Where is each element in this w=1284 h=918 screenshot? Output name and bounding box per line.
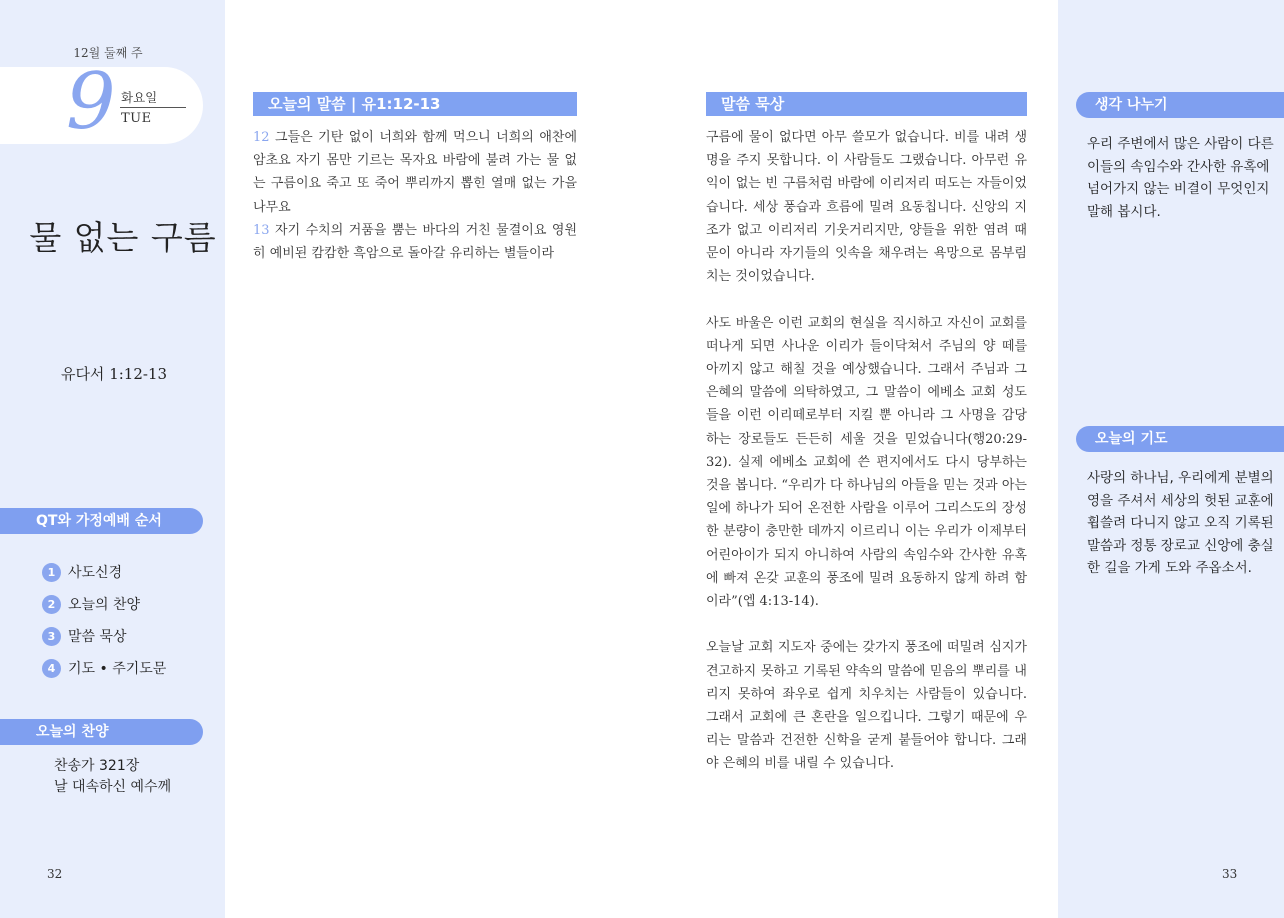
- order-number-badge: 4: [42, 659, 61, 678]
- day-divider: [120, 107, 186, 108]
- left-sidebar: [0, 0, 225, 918]
- order-item: [42, 652, 166, 684]
- order-item-label: 기도 • 주기도문: [68, 661, 167, 677]
- order-heading: QT와 가정예배 순서: [0, 508, 203, 534]
- meditation-body: [706, 126, 1027, 799]
- page-number-left: 32: [47, 867, 63, 881]
- day-number: 9: [66, 57, 116, 147]
- right-sidebar: [1058, 0, 1284, 918]
- verse-number: 12: [253, 130, 270, 145]
- share-heading: 생각 나누기: [1076, 92, 1284, 118]
- meditation-paragraph: 오늘날 교회 지도자 중에는 갖가지 풍조에 떠밀려 심지가 견고하지 못하고 기록된 약속의 말씀에 믿음의 뿌리를 내리지 못하여 좌우로 쉽게 치우치는 사람들이 있습니다. 그래서 교회에 큰 혼란을 일으킵니다. 그렇기 때문에 우리는 말씀과 건전한 신학을 굳게 붙들어야 합니다. 그래야 은혜의 비를 내릴 수 있습니다.: [706, 640, 1027, 772]
- prayer-heading: 오늘의 기도: [1076, 426, 1284, 452]
- verse-text: 그들은 기탄 없이 너희와 함께 먹으니 너희의 애찬에 암초요 자기 몸만 기르는 목자요 바람에 불려 가는 물 없는 구름이요 죽고 또 죽어 뿌리까지 뽑힌 열매 없는 가을 나무요: [253, 130, 577, 215]
- share-text: 우리 주변에서 많은 사람이 다른 이들의 속임수와 간사한 유혹에 넘어가지 않는 비결이 무엇인지 말해 봅시다.: [1087, 136, 1274, 220]
- order-item: [42, 588, 166, 620]
- verse-number: 13: [253, 222, 270, 238]
- order-number-badge: 2: [42, 595, 61, 614]
- day-of-week-english: TUE: [121, 111, 152, 126]
- worship-order-list: [42, 556, 166, 684]
- devotion-title: 물 없는 구름: [29, 218, 217, 257]
- prayer-text: 사랑의 하나님, 우리에게 분별의 영을 주셔서 세상의 헛된 교훈에 휩쓸려 다니지 않고 오직 기록된 말씀과 정통 장로교 신앙에 충실한 길을 가게 도와 주옵소서.: [1087, 470, 1274, 576]
- word-heading: 오늘의 말씀 | 유1:12-13: [253, 92, 577, 116]
- hymn-heading: 오늘의 찬양: [0, 719, 203, 745]
- order-item-label: 말씀 묵상: [68, 629, 127, 645]
- meditation-heading: 말씀 묵상: [706, 92, 1027, 116]
- page-number-right: 33: [1222, 867, 1238, 881]
- verse-text: 자기 수치의 거품을 뿜는 바다의 거친 물결이요 영원히 예비된 캄캄한 흑암으로 돌아갈 유리하는 별들이라: [253, 222, 577, 262]
- meditation-paragraph: 구름에 물이 없다면 아무 쓸모가 없습니다. 비를 내려 생명을 주지 못합니다. 이 사람들도 그랬습니다. 아무런 유익이 없는 빈 구름처럼 바람에 이리저리 떠도는 자들이었습니다. 세상 풍습과 흐름에 밀려 요동칩니다. 신앙의 지조가 없고 이리저리 기웃거리지만, 양들을 위한 염려 때문이 아니라 자기들의 잇속을 채우려는 욕망으로 몸부림치는 것이었습니다.: [706, 130, 1027, 285]
- day-of-week-korean: 화요일: [121, 90, 158, 105]
- order-number-badge: 3: [42, 627, 61, 646]
- hymn-title: 날 대속하신 예수께: [54, 779, 172, 795]
- scripture-reference: 유다서 1:12-13: [60, 365, 168, 383]
- week-label: 12월 둘째 주: [73, 46, 143, 60]
- meditation-paragraph: 사도 바울은 이런 교회의 현실을 직시하고 자신이 교회를 떠나게 되면 사나운 이리가 들이닥쳐서 주님의 양 떼를 아끼지 않고 해칠 것을 예상했습니다. 그래서 주님과 그 은혜의 말씀에 의탁하였고, 그 말씀이 에베소 교회 성도들을 이런 이리떼로부터 지킬 뿐 아니라 그 사명을 감당하는 장로들도 든든히 세울 것을 믿었습니다(행20:29-32). 실제 에베소 교회에 쓴 편지에서도 다시 당부하는 것을 봅니다. “우리가 다 하나님의 아들을 믿는 것과 아는 일에 하나가 되어 온전한 사람을 이루어 그리스도의 장성한 분량이 충만한 데까지 이르리니 이는 우리가 이제부터 어린아이가 되지 아니하여 사람의 속임수와 간사한 유혹에 빠져 온갖 교훈의 풍조에 밀려 요동하지 않게 하려 함이라”(엡 4:13-14).: [706, 315, 1027, 610]
- order-number-badge: 1: [42, 563, 61, 582]
- hymn-info: [54, 756, 171, 798]
- order-item-label: 사도신경: [68, 565, 123, 581]
- hymn-number: 찬송가 321장: [54, 758, 140, 774]
- scripture-verses: [253, 126, 577, 265]
- order-item: [42, 620, 166, 652]
- order-item: [42, 556, 166, 588]
- order-item-label: 오늘의 찬양: [68, 597, 141, 613]
